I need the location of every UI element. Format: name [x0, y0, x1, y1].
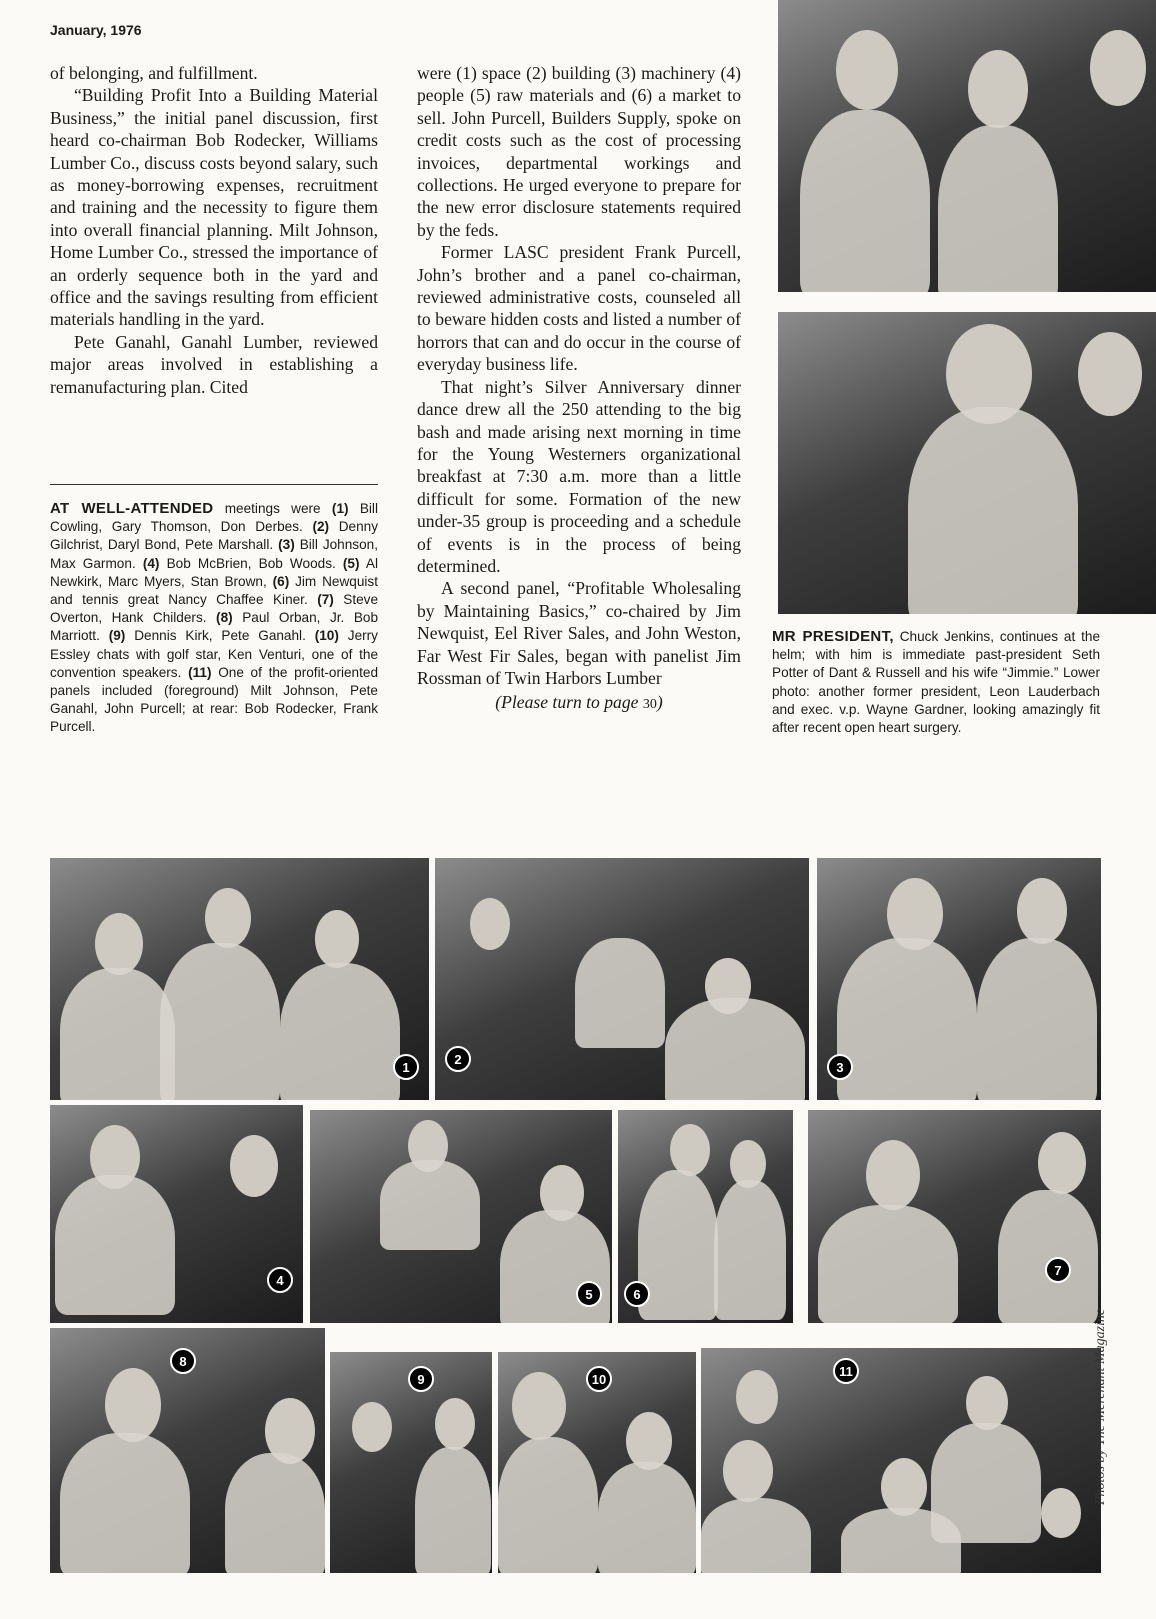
caption-lead: AT WELL-ATTENDED — [50, 500, 214, 517]
caption-intro: meetings were — [224, 501, 321, 516]
caption-item: (4) Bob McBrien, Bob Woods. — [142, 555, 336, 571]
caption-divider — [50, 484, 378, 485]
photo-4 — [50, 1105, 303, 1323]
photo-number-badge: 9 — [408, 1366, 434, 1392]
photo-5 — [310, 1110, 612, 1323]
article-column-2 — [417, 62, 741, 717]
caption-item: (10) Jerry Essley chats with golf star, Ken Venturi, one of the convention speakers. — [50, 628, 378, 680]
caption-item: (1) Bill Cowling, Gary Thomson, Don Derbes. — [50, 501, 378, 535]
article-paragraph: A second panel, “Profitable Wholesaling by Maintaining Basics,” co-chaired by Jim Newquist, Eel River Sales, and John Weston, Far West Fir Sales, began with panelist Jim Rossman of Twin Harbors Lumber — [417, 578, 741, 688]
continued-page-number: 30 — [642, 697, 657, 713]
photo-number-badge: 2 — [445, 1046, 471, 1072]
photo-number-badge: 1 — [393, 1054, 419, 1080]
caption-item: (11) One of the profit-oriented panels included (foreground) Milt Johnson, Pete Ganahl, John Purcell; at rear: Bob Rodecker, Frank Purcell. — [50, 664, 379, 735]
caption-item: (8) Paul Orban, Jr. Bob Marriott. — [50, 610, 379, 644]
president-caption — [772, 628, 1100, 737]
article-paragraph: Pete Ganahl, Ganahl Lumber, reviewed major areas involved in establishing a remanufacturing plan. Cited — [50, 331, 378, 397]
continued-text: (Please turn to page — [495, 692, 639, 713]
photo-number-badge: 3 — [827, 1054, 853, 1080]
photo-number-badge: 10 — [586, 1366, 612, 1392]
photo-number-badge: 5 — [576, 1281, 602, 1307]
photo-president-couple — [778, 0, 1156, 292]
photo-former-president — [778, 312, 1156, 614]
caption-lead: MR PRESIDENT, — [772, 628, 894, 645]
article-paragraph: of belonging, and fulfillment. — [50, 63, 258, 83]
caption-item: (6) Jim Newquist and tennis great Nancy Chaffee Kiner. — [50, 573, 379, 608]
article-paragraph: That night’s Silver Anniversary dinner dance drew all the 250 attending to the big bash and made arising next morning in time for the Young Westerners organizational breakfast at 7:30 a.m. more than a little difficult for some. Formation of the new under-35 group is proceeding and a schedule of events is in the process of being determined. — [417, 376, 741, 576]
photo-10 — [498, 1352, 696, 1573]
photo-3 — [817, 858, 1101, 1100]
photo-number-badge: 6 — [624, 1281, 650, 1307]
caption-item: (3) Bill Johnson, Max Garmon. — [50, 537, 378, 571]
photo-number-badge: 4 — [267, 1267, 293, 1293]
photo-2 — [435, 858, 809, 1100]
caption-item: (2) Denny Gilchrist, Daryl Bond, Pete Marshall. — [50, 519, 378, 553]
meetings-caption — [50, 500, 378, 737]
caption-item: (7) Steve Overton, Hank Childers. — [50, 592, 379, 626]
photo-7 — [808, 1110, 1101, 1323]
photo-9 — [330, 1352, 492, 1573]
caption-item: (9) Dennis Kirk, Pete Ganahl. — [108, 628, 306, 644]
photo-6 — [618, 1110, 793, 1323]
photo-number-badge: 8 — [170, 1348, 196, 1374]
photo-11 — [701, 1348, 1101, 1573]
article-paragraph: “Building Profit Into a Building Material Business,” the initial panel discussion, first heard co-chairman Bob Rodecker, Williams Lumber Co., discuss costs beyond salary, such as money-borrowing expenses, recruitment and training and the necessity to figure them into overall financial planning. Milt Johnson, Home Lumber Co., stressed the importance of an orderly sequence both in the yard and office and the savings resulting from efficient materials handling in the yard. — [50, 85, 378, 330]
article-column-1 — [50, 62, 378, 398]
photo-8 — [50, 1328, 325, 1573]
photo-number-badge: 11 — [833, 1358, 859, 1384]
article-paragraph: were (1) space (2) building (3) machinery (4) people (5) raw materials and (6) a market to sell. John Purcell, Builders Supply, spoke on credit costs such as the cost of processing invoices, departmental workings and collections. He urged everyone to prepare for the new error disclosure statements required by the feds. — [417, 63, 741, 240]
issue-date: January, 1976 — [50, 22, 142, 38]
caption-item: (5) Al Newkirk, Marc Myers, Stan Brown, — [50, 555, 378, 589]
photo-1 — [50, 858, 429, 1100]
continued-note — [417, 691, 741, 716]
photo-number-badge: 7 — [1045, 1257, 1071, 1283]
photo-credit: Photos by The Merchant Magazine — [1093, 1308, 1108, 1505]
continued-close: ) — [656, 692, 663, 713]
caption-text: Chuck Jenkins, continues at the helm; with him is immediate past-president Seth Potter of Dant & Russell and his wife “Jimmie.” Lower photo: another former president, Leon Lauderbach and exec. v.p. Wayne Gardner, looking amazingly fit after recent open heart surgery. — [772, 629, 1101, 736]
article-paragraph: Former LASC president Frank Purcell, John’s brother and a panel co-chairman, reviewed administrative costs, counseled all to beware hidden costs and listed a number of horrors that can and do occur in the course of everyday business life. — [417, 242, 741, 375]
